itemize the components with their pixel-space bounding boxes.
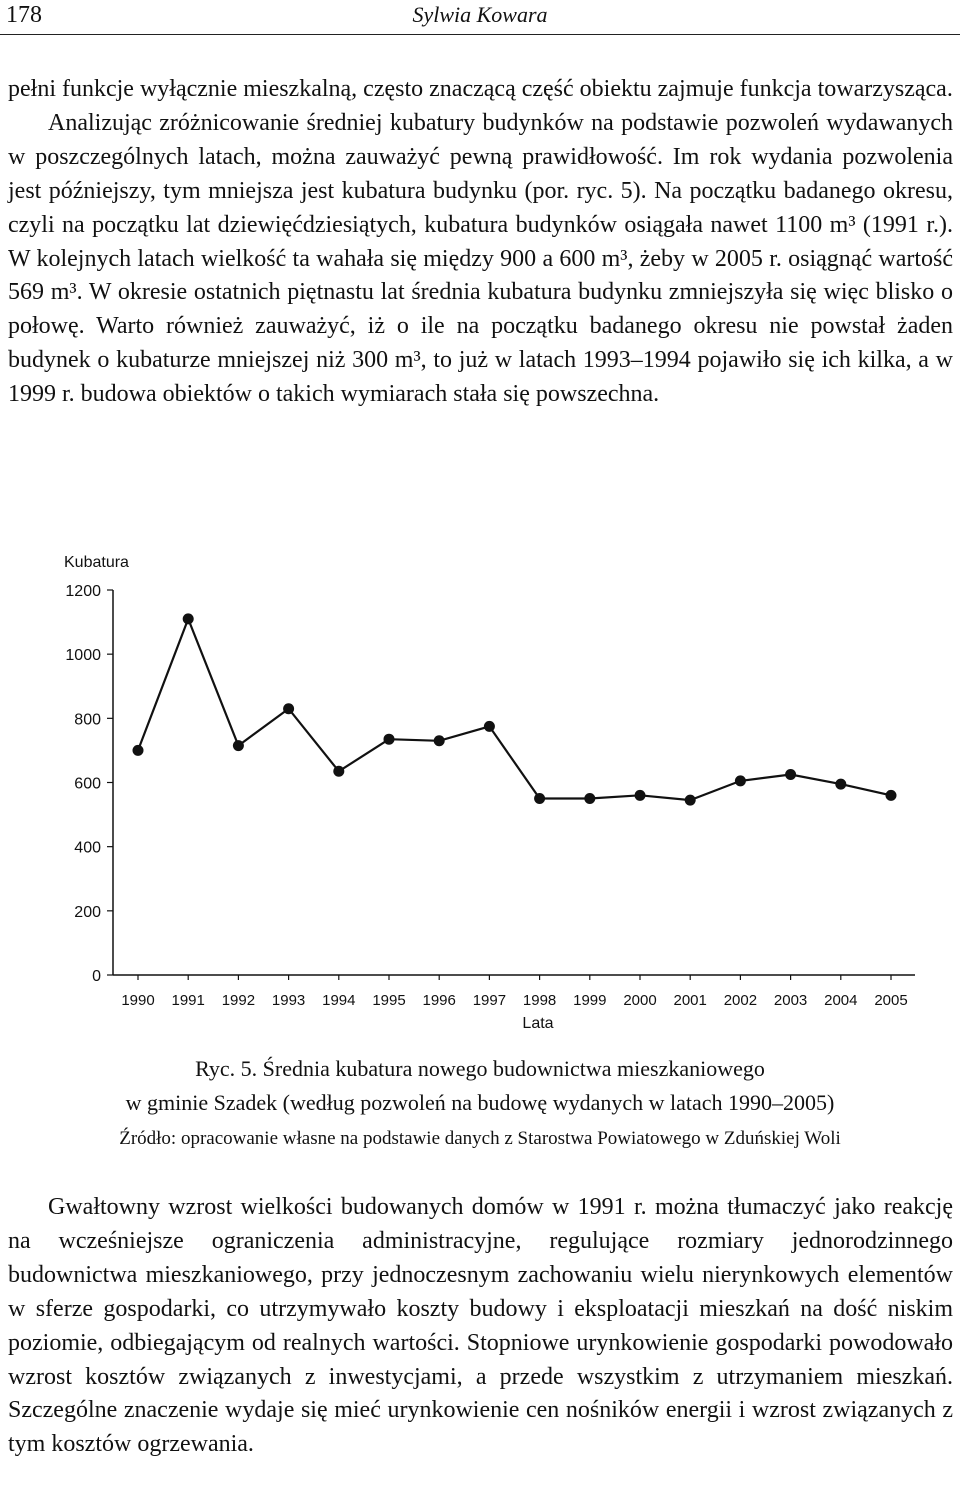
data-point-1993 [283,703,294,714]
x-tick-label: 2005 [874,992,908,1009]
x-tick-label: 1995 [372,992,406,1009]
data-point-1995 [384,734,395,745]
data-point-1990 [133,745,144,756]
data-point-2002 [735,775,746,786]
data-point-1991 [183,613,194,624]
y-axis-ticks [65,583,113,985]
x-tick-label: 2001 [673,992,707,1009]
data-point-2005 [886,790,897,801]
x-tick-label: 1993 [271,992,306,1009]
y-tick-label: 400 [74,839,101,857]
data-point-1996 [434,735,445,746]
body-text-top [8,73,953,412]
data-point-1997 [484,721,495,732]
y-tick-label: 0 [92,968,101,985]
body-text-bottom [8,1191,953,1462]
y-axis-title: Kubatura [64,554,129,571]
paragraph-continued: pełni funkcje wyłącznie mieszkalną, często znaczącą część obiektu zajmuje funkcja towarzysząca. [8,76,953,102]
data-point-2000 [635,790,646,801]
x-tick-label: 1994 [322,992,356,1009]
data-point-1999 [584,793,595,804]
paragraph-analysis: Analizując zróżnicowanie średniej kubatury budynków na podstawie pozwoleń wydawanych w poszczególnych latach, można zauważyć pewną prawidłowość. Im rok wydania pozwolenia jest późniejszy, tym mniejsza jest kubatura budynku (por. ryc. 5). Na początku badanego okresu, czyli na początku lat dziewięćdziesiątych, kubatura budynków osiągała nawet 1100 m³ (1991 r.). W kolejnych latach wielkość ta wahała się między 900 a 600 m³, żeby w 2005 r. osiągnąć wartość 569 m³. W okresie ostatnich piętnastu lat średnia kubatura budynku zmniejszyła się więc blisko o połowę. Warto również zauważyć, iż o ile na początku badanego okresu nie powstał żaden budynek o kubaturze mniejszej niż 300 m³, to już w latach 1993–1994 pojawiło się ich kilka, a w 1999 r. budowa obiektów o takich wymiarach stała się powszechna. [8,109,953,408]
volume-line-chart [0,540,960,1040]
data-point-2003 [785,769,796,780]
figure-caption-line-2: w gminie Szadek (według pozwoleń na budowę wydanych w latach 1990–2005) [125,1090,835,1115]
paragraph-after: Gwałtowny wzrost wielkości budowanych domów w 1991 r. można tłumaczyć jako reakcję na wcześniejsze ograniczenia administracyjne, regulujące rozmiary jednorodzinnego budownictwa mieszkaniowego, przy jednoczesnym zachowaniu wielu nierynkowych elementów w sferze gospodarki, co utrzymywało koszty budowy i eksploatacji mieszkań na dość niskim poziomie, odbiegającym od realnych wartości. Stopniowe urynkowienie gospodarki powodowało wzrost kosztów związanych z inwestycjami, a przede wszystkim z utrzymaniem mieszkań. Szczególne znaczenie wydaje się mieć urynkowienie cen nośników energii i wzrost związanych z tym kosztów ogrzewania. [8,1194,953,1458]
x-tick-label: 1997 [472,992,507,1009]
y-tick-label: 800 [74,711,101,729]
data-point-2004 [835,779,846,790]
running-head-author: Sylwia Kowara [412,2,548,27]
figure-caption-line-1: Ryc. 5. Średnia kubatura nowego budownictwa mieszkaniowego [195,1056,765,1081]
x-tick-label: 1990 [121,992,155,1009]
y-tick-label: 1200 [65,583,101,600]
figure-source: Źródło: opracowanie własne na podstawie danych z Starostwa Powiatowego w Zduńskiej Woli [119,1128,841,1149]
data-points [133,613,897,805]
x-axis-ticks [121,975,907,1009]
x-tick-label: 2000 [623,992,657,1009]
series-line [138,619,891,800]
page-number: 178 [6,2,42,28]
data-point-1998 [534,793,545,804]
data-point-2001 [685,795,696,806]
y-tick-label: 600 [74,775,101,793]
x-tick-label: 2004 [824,992,858,1009]
data-point-1994 [333,766,344,777]
x-axis-title: Lata [522,1015,554,1032]
x-tick-label: 1999 [573,992,607,1009]
data-point-1992 [233,740,244,751]
x-tick-label: 2003 [773,992,808,1009]
x-tick-label: 2002 [723,992,758,1009]
page-header [0,0,960,35]
x-tick-label: 1991 [171,992,205,1009]
y-tick-label: 200 [74,903,101,921]
x-tick-label: 1996 [422,992,456,1009]
y-tick-label: 1000 [65,647,101,665]
x-tick-label: 1998 [522,992,557,1009]
x-tick-label: 1992 [221,992,256,1009]
